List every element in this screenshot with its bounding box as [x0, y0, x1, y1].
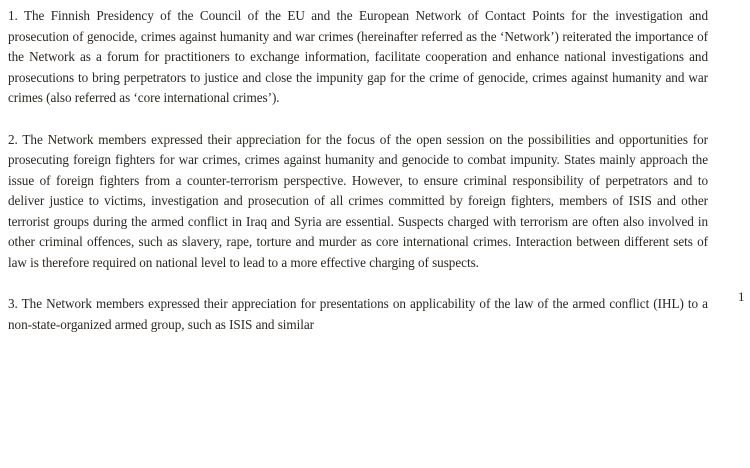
paragraph-3: 3. The Network members expressed their appreciation for presentations on applicability of the law of the armed conflict (IHL) to a non-state-organized armed group, such as ISIS and similar: [8, 296, 708, 332]
paragraph-2: 2. The Network members expressed their appreciation for the focus of the open session on the possibilities and opportunities for prosecuting foreign fighters for war crimes, crimes against humanity and genocide to combat impunity. States mainly approach the issue of foreign fighters from a counter-terrorism perspective. However, to ensure criminal responsibility of perpetrators and to deliver justice to victims, investigation and prosecution of all crimes committed by foreign fighters, members of ISIS and other terrorist groups during the armed conflict in Iraq and Syria are essential. Suspects charged with terrorism are often also involved in other criminal offences, such as slavery, rape, torture and murder as core international crimes. Interaction between different sets of law is therefore required on national level to lead to a more effective charging of suspects.: [8, 131, 708, 270]
paragraph-1: 1. The Finnish Presidency of the Council of the EU and the European Network of Contact Points for the investigation and prosecution of genocide, crimes against humanity and war crimes (hereinafter referred as the ‘Network’) reiterated the importance of the Network as a forum for practitioners to exchange information, facilitate cooperation and enhance national investigations and prosecutions to bring perpetrators to justice and close the impunity gap for the crime of genocide, crimes against humanity and war crimes (also referred as ‘core international crimes’).: [8, 8, 708, 105]
page-number: 1: [738, 289, 745, 304]
document-body: [8, 6, 708, 356]
